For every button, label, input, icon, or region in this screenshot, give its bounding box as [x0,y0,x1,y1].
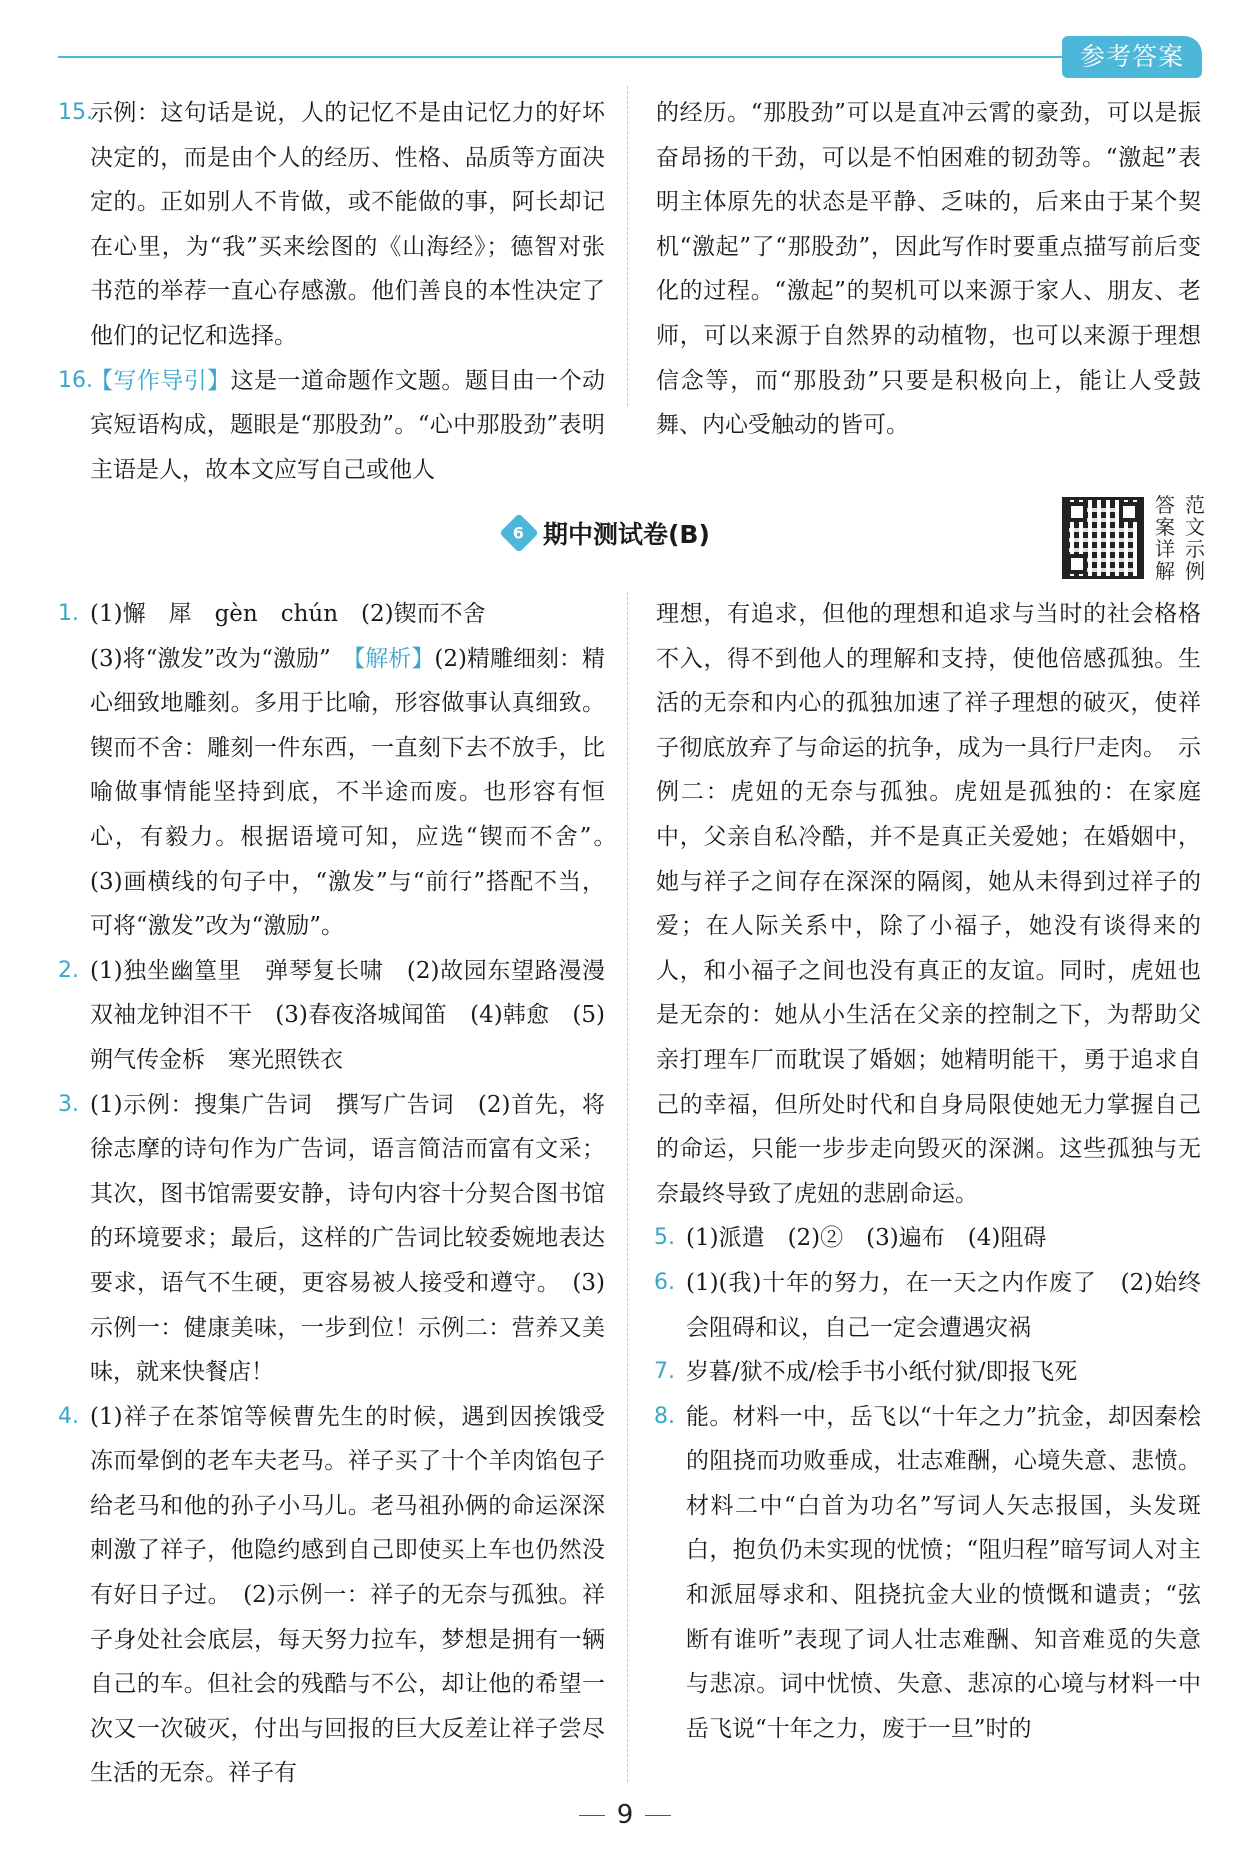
answer-text [90,637,628,949]
analysis-body: (2)精雕细刻：精心细致地雕刻。多用于比喻，形容做事认真细致。锲而不舍：雕刻一件东西，一直刻下去不放手，比喻做事情能坚持到底，不半途而废。也形容有恒心，有毅力。根据语境可知，应选“锲而不舍”。 (3)画横线的句子中，“激发”与“前行”搭配不当，可将“激发”改为“激励”。 [90,645,628,940]
top-left-column [60,91,605,492]
answer-text: 岁暮/狱不成/桧手书小纸付狱/即报飞死 [686,1359,1078,1386]
qr-caption-answers: 答案详解 [1155,493,1175,583]
answer-text [90,359,605,493]
answer-text: 理想，有追求，但他的理想和追求与当时的社会格格不入，得不到他人的理解和支持，使他倍感孤独。生活的无奈和内心的孤独加速了祥子理想的破灭，使祥子彻底放弃了与命运的抗争，成为一具行尸走肉。 示例二：虎妞的无奈与孤独。虎妞是孤独的：在家庭中，父亲自私冷酷，并不是真正关爱她；在婚姻中，她与祥子之间存在深深的隔阂，她从未得到过祥子的爱；在人际关系中，除了小福子，她没有谈得来的人，和小福子之间也没有真正的友谊。同时，虎妞也是无奈的：她从小生活在父亲的控制之下，为帮助父亲打理车厂而耽误了婚姻；她精明能干，勇于追求自己的幸福，但所处时代和自身局限使她无力掌握自己的命运，只能一步步走向毁灭的深渊。这些孤独与无奈最终导致了虎妞的悲剧命运。 [656,601,1201,1207]
analysis-tag: 【解析】 [353,645,435,672]
answer-text: (1)(我)十年的努力，在一天之内作废了 (2)始终会阻碍和议，自己一定会遭遇灾祸 [686,1269,1201,1341]
item-number: 7. [654,1359,675,1385]
answer-line: (3)将“激发”改为“激励” [90,645,331,672]
answer-7 [656,1350,1201,1395]
answer-5 [656,1216,1201,1261]
section-title [505,513,710,553]
answer-1 [58,592,628,949]
item-number: 3. [58,1091,79,1117]
qr-code[interactable] [1062,497,1144,579]
answer-16 [60,359,605,493]
item-number: 1. [58,601,79,626]
top-right-column [656,91,1201,448]
item-number: 2. [58,957,79,983]
bottom-left-column [58,592,628,1796]
answer-8 [656,1395,1201,1752]
section-title-text: 期中测试卷(B) [543,520,710,549]
answer-text: 能。材料一中，岳飞以“十年之力”抗金，却因秦桧的阻挠而功败垂成，壮志难酬，心境失意、悲愤。材料二中“白首为功名”写词人矢志报国，头发斑白，抱负仍未实现的忧愤；“阻归程”暗写词人对主和派屈辱求和、阻挠抗金大业的愤慨和谴责；“弦断有谁听”表现了词人壮志难酬、知音难觅的失意与悲凉。词中忧愤、失意、悲凉的心境与材料一中岳飞说“十年之力，废于一旦”时的 [686,1403,1201,1742]
item-number: 6. [654,1269,675,1295]
item-number: 16. [58,367,93,393]
item-number: 8. [654,1403,675,1429]
item-number: 5. [654,1225,675,1251]
answer-text: (1)懈 犀 gèn chún (2)锲而不舍 [90,601,486,627]
item-number: 15. [58,100,93,125]
writing-guide-tag: 【写作导引】 [90,367,231,394]
page-number-text: 9 [616,1800,634,1830]
qr-caption-samples: 范文示例 [1185,493,1205,583]
answer-text: (1)派遣 (2)② (3)遍布 (4)阻碍 [686,1225,1047,1252]
answer-4-continued [656,592,1201,1216]
answer-text: (1)祥子在茶馆等候曹先生的时候，遇到因挨饿受冻而晕倒的老车夫老马。祥子买了十个羊肉馅包子给老马和他的孙子小马儿。老马祖孙俩的命运深深刺激了祥子，他隐约感到自己即使买上车也仍然没有好日子过。 (2)示例一：祥子的无奈与孤独。祥子身处社会底层，每天努力拉车，梦想是拥有一辆自己的车。但社会的残酷与不公，却让他的希望一次又一次破灭，付出与回报的巨大反差让祥子尝尽生活的无奈。祥子有 [90,1403,605,1787]
answer-3 [60,1083,605,1395]
answer-6 [656,1261,1201,1350]
answer-15 [60,91,605,359]
answer-key-tab: 参考答案 [1062,36,1202,78]
answer-16-continued: 的经历。“那股劲”可以是直冲云霄的豪劲，可以是振奋昂扬的干劲，可以是不怕困难的韧劲等。“激起”表明主体原先的状态是平静、乏味的，后来由于某个契机“激起”了“那股劲”，因此写作时要重点描写前后变化的过程。“激起”的契机可以来源于家人、朋友、老师，可以来源于自然界的动植物，也可以来源于理想信念等，而“那股劲”只要是积极向上，能让人受鼓舞、内心受触动的皆可。 [656,100,1201,439]
bottom-right-column [656,592,1201,1751]
column-divider [627,592,628,1782]
answer-text: (1)示例：搜集广告词 撰写广告词 (2)首先，将徐志摩的诗句作为广告词，语言简洁而富有文采；其次，图书馆需要安静，诗句内容十分契合图书馆的环境要求；最后，这样的广告词比较委婉地表达要求，语气不生硬，更容易被人接受和遵守。 (3)示例一：健康美味，一步到位！示例二：营养又美味，就来快餐店！ [90,1091,605,1386]
item-number: 4. [58,1403,79,1429]
answer-body: 这是一道命题作文题。题目由一个动宾短语构成，题眼是“那股劲”。“心中那股劲”表明主语是人，故本文应写自己或他人 [90,367,606,483]
answer-text: (1)独坐幽篁里 弹琴复长啸 (2)故园东望路漫漫 双袖龙钟泪不干 (3)春夜洛城闻笛 (4)韩愈 (5)朔气传金柝 寒光照铁衣 [90,957,628,1073]
header-rule [58,56,1068,58]
answer-2 [58,949,628,1083]
section-number-badge [499,513,539,553]
column-divider [627,86,628,406]
section-number: 6 [513,523,525,543]
page-number [0,1800,1250,1830]
answer-4 [60,1395,605,1796]
answer-text: 示例：这句话是说，人的记忆不是由记忆力的好坏决定的，而是由个人的经历、性格、品质等方面决定的。正如别人不肯做，或不能做的事，阿长却记在心里，为“我”买来绘图的《山海经》；德智对张书范的举荐一直心存感激。他们善良的本性决定了他们的记忆和选择。 [90,100,605,349]
